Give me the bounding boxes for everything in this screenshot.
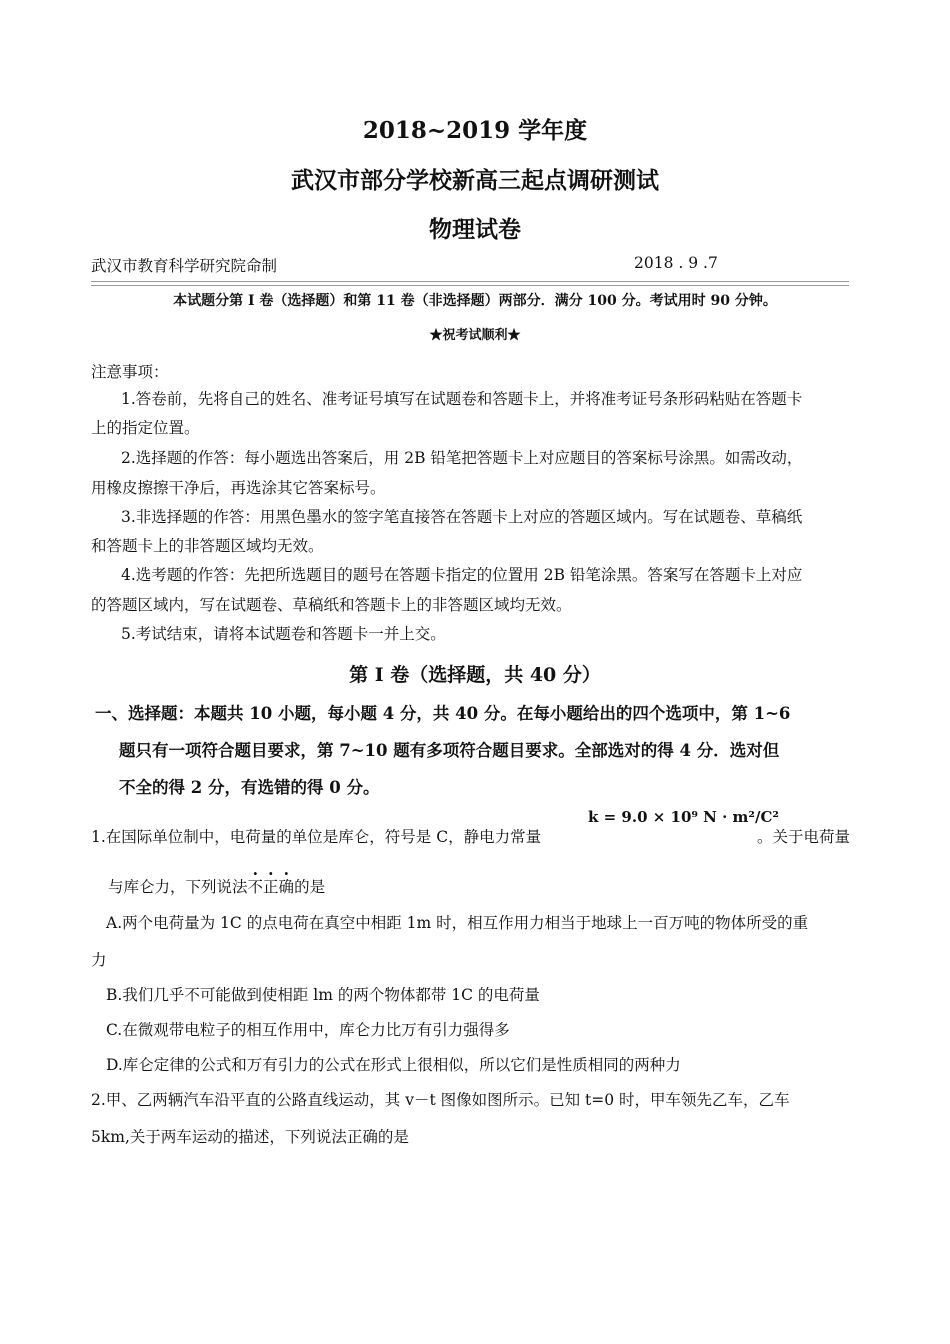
q1-stem-part2: 。关于电荷量 [757,828,851,846]
q1-stem-line2-b: 的是 [294,878,326,896]
year-title: 2018~2019 学年度 [362,117,588,144]
notice-item-3: 3.非选择题的作答：用黑色墨水的签字笔直接答在答题卡上对应的答题区域内。写在试题卷、草稿纸 [121,508,803,526]
section-instructions-line2: 题只有一项符合题目要求，第 7~10 题有多项符合题目要求。全部选对的得 4 分．选对但 [119,741,780,760]
emphasis-char: 不 [247,878,264,896]
divider-top-double [91,285,849,286]
notice-item-3-cont: 和答题卡上的非答题区域均无效。 [91,537,324,555]
notice-heading: 注意事项： [91,363,169,381]
q2-stem-line2: 5km,关于两车运动的描述，下列说法正确的是 [91,1128,409,1146]
divider-top [91,281,849,282]
notice-item-1-cont: 上的指定位置。 [91,419,200,437]
q1-stem-part1: 1.在国际单位制中，电荷量的单位是库仑，符号是 C，静电力常量 [91,828,542,846]
notice-item-1: 1.答卷前，先将自己的姓名、准考证号填写在试题卷和答题卡上，并将准考证号条形码粘贴在答题卡 [121,390,803,408]
notice-item-4-cont: 的答题区域内，写在试题卷、草稿纸和答题卡上的非答题区域均无效。 [91,596,572,614]
issuer: 武汉市教育科学研究院命制 [91,257,278,275]
coulomb-constant-formula: k = 9.0 × 10⁹ N · m²/C² [588,808,779,826]
notice-item-2-cont: 用橡皮擦擦干净后，再选涂其它答案标号。 [91,479,386,497]
section-instructions-line1: 一、选择题：本题共 10 小题，每小题 4 分，共 40 分。在每小题给出的四个选项中，第 1~6 [95,704,791,723]
q1-option-c: C.在微观带电粒子的相互作用中，库仑力比万有引力强得多 [106,1021,510,1039]
q1-option-a-cont: 力 [91,951,107,969]
q2-stem-line1: 2.甲、乙两辆汽车沿平直的公路直线运动，其 v－t 图像如图所示。已知 t=0 时，甲车领先乙车，乙车 [91,1091,790,1109]
exam-date: 2018 . 9 .7 [634,254,718,272]
notice-item-4: 4.选考题的作答：先把所选题目的题号在答题卡指定的位置用 2B 铅笔涂黑。答案写在答题卡上对应 [121,566,803,584]
q1-option-d: D.库仑定律的公式和万有引力的公式在形式上很相似，所以它们是性质相同的两种力 [106,1056,681,1074]
subject-title: 物理试卷 [429,216,521,243]
notice-item-2: 2.选择题的作答：每小题选出答案后，用 2B 铅笔把答题卡上对应题目的答案标号涂黑。如需改动， [121,449,803,467]
section-title: 第 I 卷（选择题，共 40 分） [349,664,601,686]
q1-stem-line2-a: 与库仑力，下列说法 [108,878,248,896]
q1-stem-line2 [108,875,325,897]
section-instructions-line3: 不全的得 2 分，有选错的得 0 分。 [119,778,380,797]
emphasis-char: 确 [278,878,295,896]
emphasis-char: 正 [263,878,279,896]
good-luck-wish: ★祝考试顺利★ [429,328,521,343]
notice-item-5: 5.考试结束，请将本试题卷和答题卡一并上交。 [121,625,446,643]
q1-option-a: A.两个电荷量为 1C 的点电荷在真空中相距 1m 时，相互作用力相当于地球上一百万吨的物体所受的重 [106,914,809,932]
exam-info: 本试题分第 I 卷（选择题）和第 11 卷（非选择题）两部分．满分 100 分。考试用时 90 分钟。 [173,293,777,309]
q1-option-b: B.我们几乎不可能做到使相距 lm 的两个物体都带 1C 的电荷量 [106,986,540,1004]
exam-title: 武汉市部分学校新高三起点调研测试 [291,167,659,194]
